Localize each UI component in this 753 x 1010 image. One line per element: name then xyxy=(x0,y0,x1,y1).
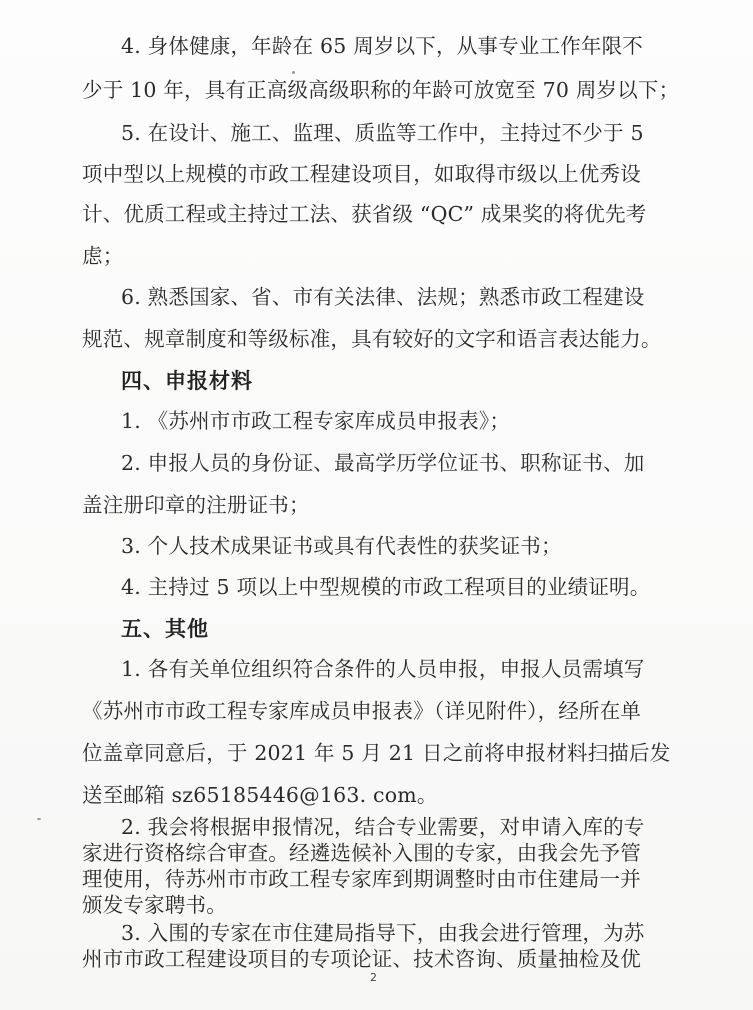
section5-item2-line4: 颁发专家聘书。 xyxy=(82,893,227,917)
section4-item4: 4. 主持过 5 项以上中型规模的市政工程项目的业绩证明。 xyxy=(121,575,651,599)
scan-speck xyxy=(292,71,295,74)
para4-line2: 少于 10 年，具有正高级高级职称的年龄可放宽至 70 周岁以下； xyxy=(82,78,680,102)
para4-line1: 4. 身体健康，年龄在 65 周岁以下，从事专业工作年限不 xyxy=(121,34,643,58)
section5-item2-line1: 2. 我会将根据申报情况，结合专业需要，对申请入库的专 xyxy=(121,815,645,839)
section4-heading: 四、申报材料 xyxy=(121,369,253,393)
section5-item2-line2: 家进行资格综合审查。经遴选候补入围的专家，由我会先予管 xyxy=(82,841,641,865)
page-number: 2 xyxy=(370,971,377,984)
para5-line2: 项中型以上规模的市政工程建设项目，如取得市级以上优秀设 xyxy=(82,162,641,186)
section4-item2-line1: 2. 申报人员的身份证、最高学历学位证书、职称证书、加 xyxy=(121,451,645,475)
para5-line3: 计、优质工程或主持过工法、获省级 “QC” 成果奖的将优先考 xyxy=(82,202,647,226)
para5-line1: 5. 在设计、施工、监理、质监等工作中，主持过不少于 5 xyxy=(121,121,644,145)
section5-item1-line3: 位盖章同意后，于 2021 年 5 月 21 日之前将申报材料扫描后发 xyxy=(82,741,671,765)
para6-line2: 规范、规章制度和等级标准，具有较好的文字和语言表达能力。 xyxy=(82,327,662,351)
section5-item3-line2: 州市市政工程建设项目的专项论证、技术咨询、质量抽检及优 xyxy=(82,947,641,971)
section5-item1-line2: 《苏州市市政工程专家库成员申报表》（详见附件），经所在单 xyxy=(82,699,642,723)
para5-line4: 虑； xyxy=(82,244,124,268)
section5-item1-line1: 1. 各有关单位组织符合条件的人员申报，申报人员需填写 xyxy=(121,657,645,681)
section5-item1-line4: 送至邮箱 sz65185446@163. com。 xyxy=(82,783,438,807)
section4-item3: 3. 个人技术成果证书或具有代表性的获奖证书； xyxy=(121,534,562,558)
section5-item3-line1: 3. 入围的专家在市住建局指导下，由我会进行管理，为苏 xyxy=(121,921,645,945)
section5-item2-line3: 理使用，待苏州市市政工程专家库到期调整时由市住建局一并 xyxy=(82,867,641,891)
section5-heading: 五、其他 xyxy=(121,617,209,641)
section4-item1: 1. 《苏州市市政工程专家库成员申报表》； xyxy=(121,409,511,433)
scan-speck xyxy=(37,818,41,820)
section4-item2-line2: 盖注册印章的注册证书； xyxy=(82,493,310,517)
para6-line1: 6. 熟悉国家、省、市有关法律、法规；熟悉市政工程建设 xyxy=(121,285,645,309)
